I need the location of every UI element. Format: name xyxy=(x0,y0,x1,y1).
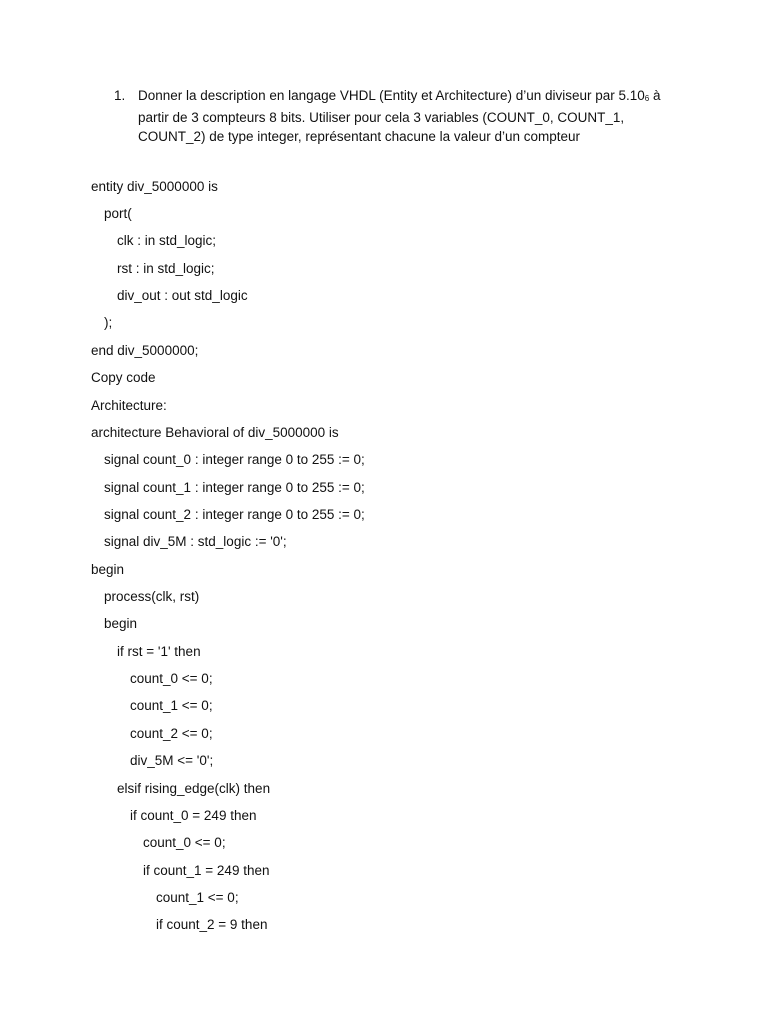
code-line: div_out : out std_logic xyxy=(117,288,248,303)
code-line: end div_5000000; xyxy=(91,343,199,358)
code-line: count_2 <= 0; xyxy=(130,726,213,741)
code-line: count_1 <= 0; xyxy=(130,698,213,713)
question-item xyxy=(114,86,674,146)
code-line: signal count_1 : integer range 0 to 255 := 0; xyxy=(104,480,365,495)
code-line: count_0 <= 0; xyxy=(143,835,226,850)
code-line: if rst = '1' then xyxy=(117,644,201,659)
code-line: elsif rising_edge(clk) then xyxy=(117,781,271,796)
code-line: signal count_0 : integer range 0 to 255 := 0; xyxy=(104,452,365,467)
code-line: signal count_2 : integer range 0 to 255 := 0; xyxy=(104,507,365,522)
question-exponent: 6 xyxy=(644,94,650,103)
code-line: count_0 <= 0; xyxy=(130,671,213,686)
code-line: count_1 <= 0; xyxy=(156,890,239,905)
code-line: if count_2 = 9 then xyxy=(156,917,268,932)
code-line: rst : in std_logic; xyxy=(117,261,215,276)
code-line: signal div_5M : std_logic := '0'; xyxy=(104,534,287,549)
code-line: process(clk, rst) xyxy=(104,589,200,604)
code-line: entity div_5000000 is xyxy=(91,179,218,194)
question-text-before: Donner la description en langage VHDL (Entity et Architecture) d’un diviseur par 5.10 xyxy=(138,88,645,103)
code-line: ); xyxy=(104,315,113,330)
question-text-after: à partir de 3 compteurs 8 bits. Utiliser pour cela 3 variables (COUNT_0, COUNT_1, COUNT_2) de type integer, représentant chacune la valeur d’un compteur xyxy=(138,88,661,144)
code-line: if count_0 = 249 then xyxy=(130,808,257,823)
code-line: architecture Behavioral of div_5000000 is xyxy=(91,425,339,440)
code-line: clk : in std_logic; xyxy=(117,233,217,248)
code-line: div_5M <= '0'; xyxy=(130,753,214,768)
question-text xyxy=(138,86,674,146)
code-line: port( xyxy=(104,206,132,221)
code-line: Copy code xyxy=(91,370,156,385)
question-number: 1. xyxy=(114,88,126,103)
code-line: begin xyxy=(104,616,138,631)
code-line: if count_1 = 249 then xyxy=(143,863,270,878)
code-line: Architecture: xyxy=(91,398,167,413)
code-line: begin xyxy=(91,562,125,577)
